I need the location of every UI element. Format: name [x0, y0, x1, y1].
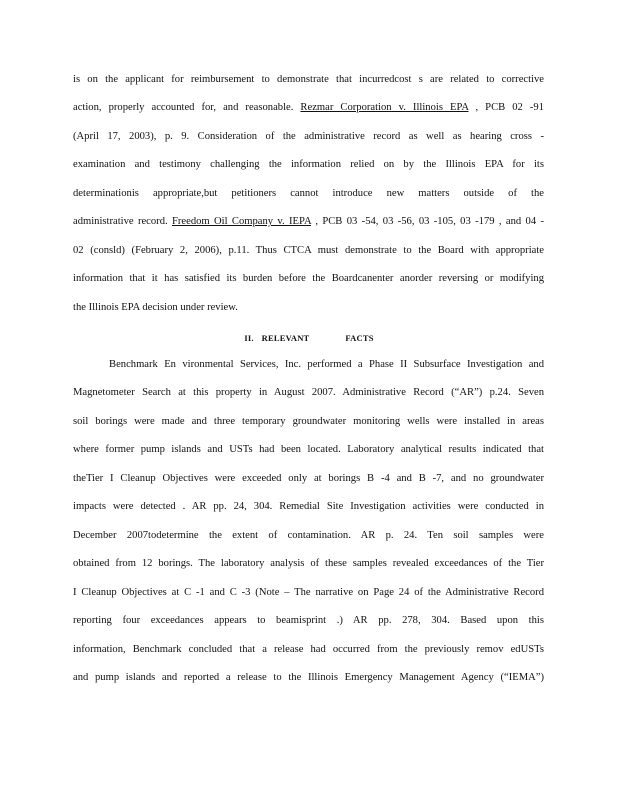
text-fragment: administrative record.: [73, 216, 172, 227]
paragraph1-line-1: is on the applicant for reimbursement to demonstrate that incurredcost s are related to corrective: [73, 74, 544, 85]
paragraph2-line-10: reporting four exceedances appears to beamisprint .) AR pp. 278, 304. Based upon this: [73, 615, 544, 626]
section-title-word-2: FACTS: [345, 333, 374, 343]
paragraph1-line-2: [73, 101, 544, 114]
paragraph1-line-9: the Illinois EPA decision under review.: [73, 302, 238, 313]
section-number: II.: [244, 333, 254, 343]
case-citation-freedom-oil: Freedom Oil Company v. IEPA: [172, 216, 312, 227]
paragraph1-line-6: [73, 215, 544, 228]
section-heading: [0, 333, 618, 344]
paragraph2-line-7: December 2007todetermine the extent of contamination. AR p. 24. Ten soil samples were: [73, 530, 544, 541]
section-title-word-1: RELEVANT: [261, 333, 310, 343]
paragraph1-line-7: 02 (consld) (February 2, 2006), p.11. Thus CTCA must demonstrate to the Board with appropriate: [73, 245, 544, 256]
paragraph1-line-4: examination and testimony challenging the information relied on by the Illinois EPA for its: [73, 159, 544, 170]
paragraph2-line-6: impacts were detected . AR pp. 24, 304. Remedial Site Investigation activities were conducted in: [73, 501, 544, 512]
paragraph2-line-12: and pump islands and reported a release to the Illinois Emergency Management Agency (“IEMA”): [73, 672, 544, 683]
paragraph2-line-1: Benchmark En vironmental Services, Inc. performed a Phase II Subsurface Investigation and: [109, 359, 544, 370]
paragraph2-line-4: where former pump islands and USTs had been located. Laboratory analytical results indicated that: [73, 444, 544, 455]
paragraph1-line-5: determinationis appropriate,but petitioners cannot introduce new matters outside of the: [73, 188, 544, 199]
text-fragment: , PCB 02 -91: [468, 102, 544, 113]
paragraph2-line-3: soil borings were made and three temporary groundwater monitoring wells were installed in areas: [73, 416, 544, 427]
text-fragment: action, properly accounted for, and reasonable.: [73, 102, 301, 113]
paragraph1-line-3: (April 17, 2003), p. 9. Consideration of the administrative record as well as hearing cross -: [73, 131, 544, 142]
paragraph2-line-2: Magnetometer Search at this property in August 2007. Administrative Record (“AR”) p.24. Seven: [73, 387, 544, 398]
paragraph2-line-8: obtained from 12 borings. The laboratory analysis of these samples revealed exceedances of the Tier: [73, 558, 544, 569]
case-citation-rezmar: Rezmar Corporation v. Illinois EPA: [300, 102, 469, 113]
paragraph2-line-9: I Cleanup Objectives at C -1 and C -3 (Note – The narrative on Page 24 of the Administrative Record: [73, 587, 544, 598]
paragraph1-line-8: information that it has satisfied its burden before the Boardcanenter anorder reversing or modifying: [73, 273, 544, 284]
paragraph2-line-5: theTier I Cleanup Objectives were exceeded only at borings B -4 and B -7, and no groundwater: [73, 473, 544, 484]
text-fragment: , PCB 03 -54, 03 -56, 03 -105, 03 -179 , and 04 -: [311, 216, 544, 227]
paragraph2-line-11: information, Benchmark concluded that a release had occurred from the previously remov edUSTs: [73, 644, 544, 655]
